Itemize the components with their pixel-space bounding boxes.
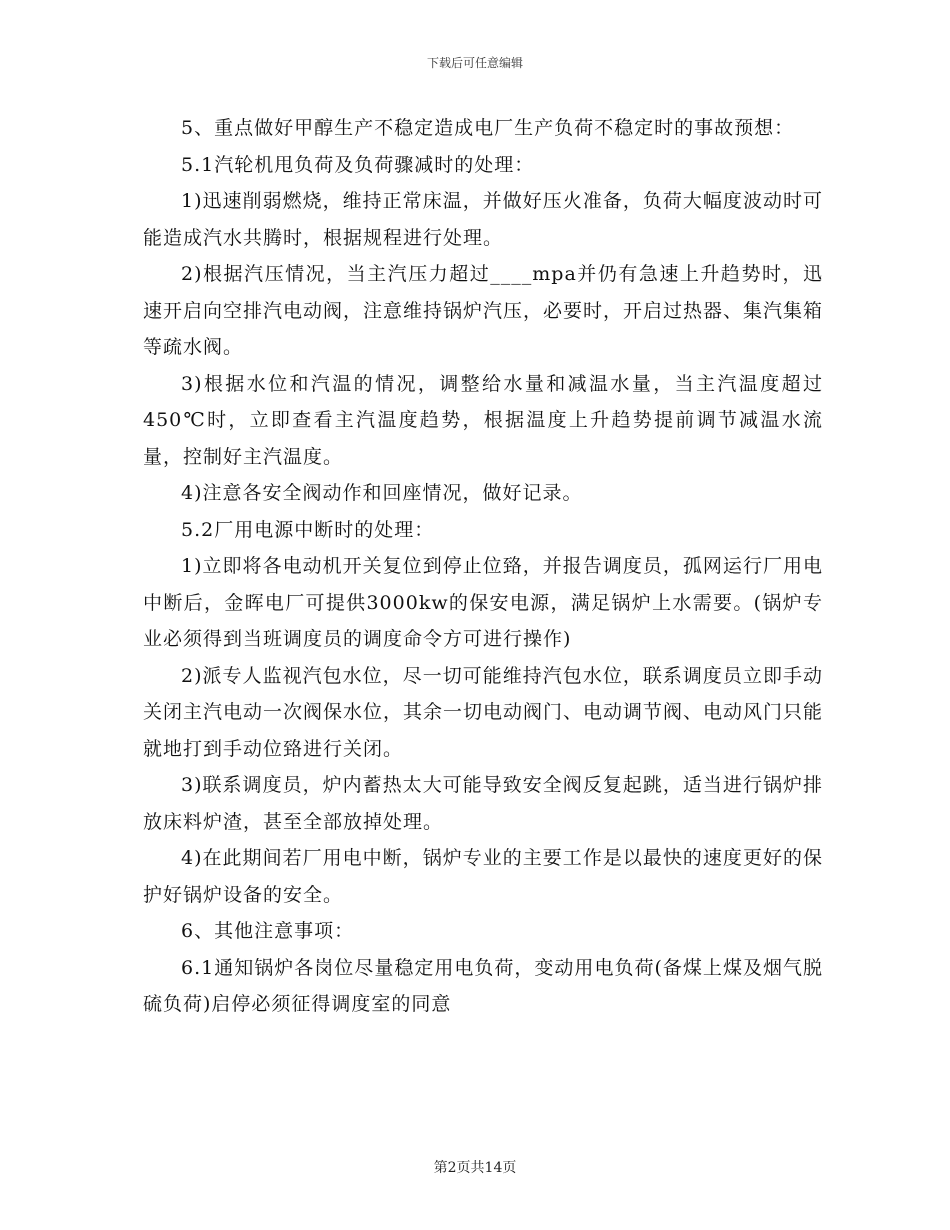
page-footer: 第2页共14页: [433, 1160, 517, 1176]
paragraph: 4)注意各安全阀动作和回座情况，做好记录。: [181, 482, 583, 504]
paragraph: 2)派专人监视汽包水位，尽一切可能维持汽包水位，联系调度员立即手动关闭主汽电动一次阀保水位，其余一切电动阀门、电动调节阀、电动风门只能就地打到手动位臵进行关闭。: [143, 664, 824, 760]
paragraph: 6.1通知锅炉各岗位尽量稳定用电负荷，变动用电负荷(备煤上煤及烟气脱硫负荷)启停必须征得调度室的同意: [143, 956, 823, 1015]
page-header: 下载后可任意编辑: [426, 56, 523, 70]
paragraph: 2)根据汽压情况，当主汽压力超过____mpa并仍有急速上升趋势时，迅速开启向空排汽电动阀，注意维持锅炉汽压，必要时，开启过热器、集汽集箱等疏水阀。: [143, 263, 824, 358]
section-6-heading: 6、其他注意事项：: [181, 920, 355, 942]
section-5-heading: 5、重点做好甲醇生产不稳定造成电厂生产负荷不稳定时的事故预想：: [181, 117, 795, 139]
section-5-2-heading: 5.2厂用电源中断时的处理：: [181, 518, 435, 541]
document-body: [143, 110, 823, 1023]
section-5-1-heading: 5.1汽轮机甩负荷及负荷骤减时的处理：: [181, 153, 535, 176]
paragraph: 1)迅速削弱燃烧，维持正常床温，并做好压火准备，负荷大幅度波动时可能造成汽水共腾时，根据规程进行处理。: [143, 190, 823, 249]
paragraph: 1)立即将各电动机开关复位到停止位臵，并报告调度员，孤网运行厂用电中断后，金晖电厂可提供3000kw的保安电源，满足锅炉上水需要。(锅炉专业必须得到当班调度员的调度命令方可进行操作): [143, 555, 823, 650]
paragraph: 3)根据水位和汽温的情况，调整给水量和减温水量，当主汽温度超过450℃时，立即查看主汽温度趋势，根据温度上升趋势提前调节减温水流量，控制好主汽温度。: [143, 372, 823, 468]
paragraph: 4)在此期间若厂用电中断，锅炉专业的主要工作是以最快的速度更好的保护好锅炉设备的安全。: [143, 847, 823, 906]
paragraph: 3)联系调度员，炉内蓄热太大可能导致安全阀反复起跳，适当进行锅炉排放床料炉渣，甚至全部放掉处理。: [143, 774, 823, 833]
